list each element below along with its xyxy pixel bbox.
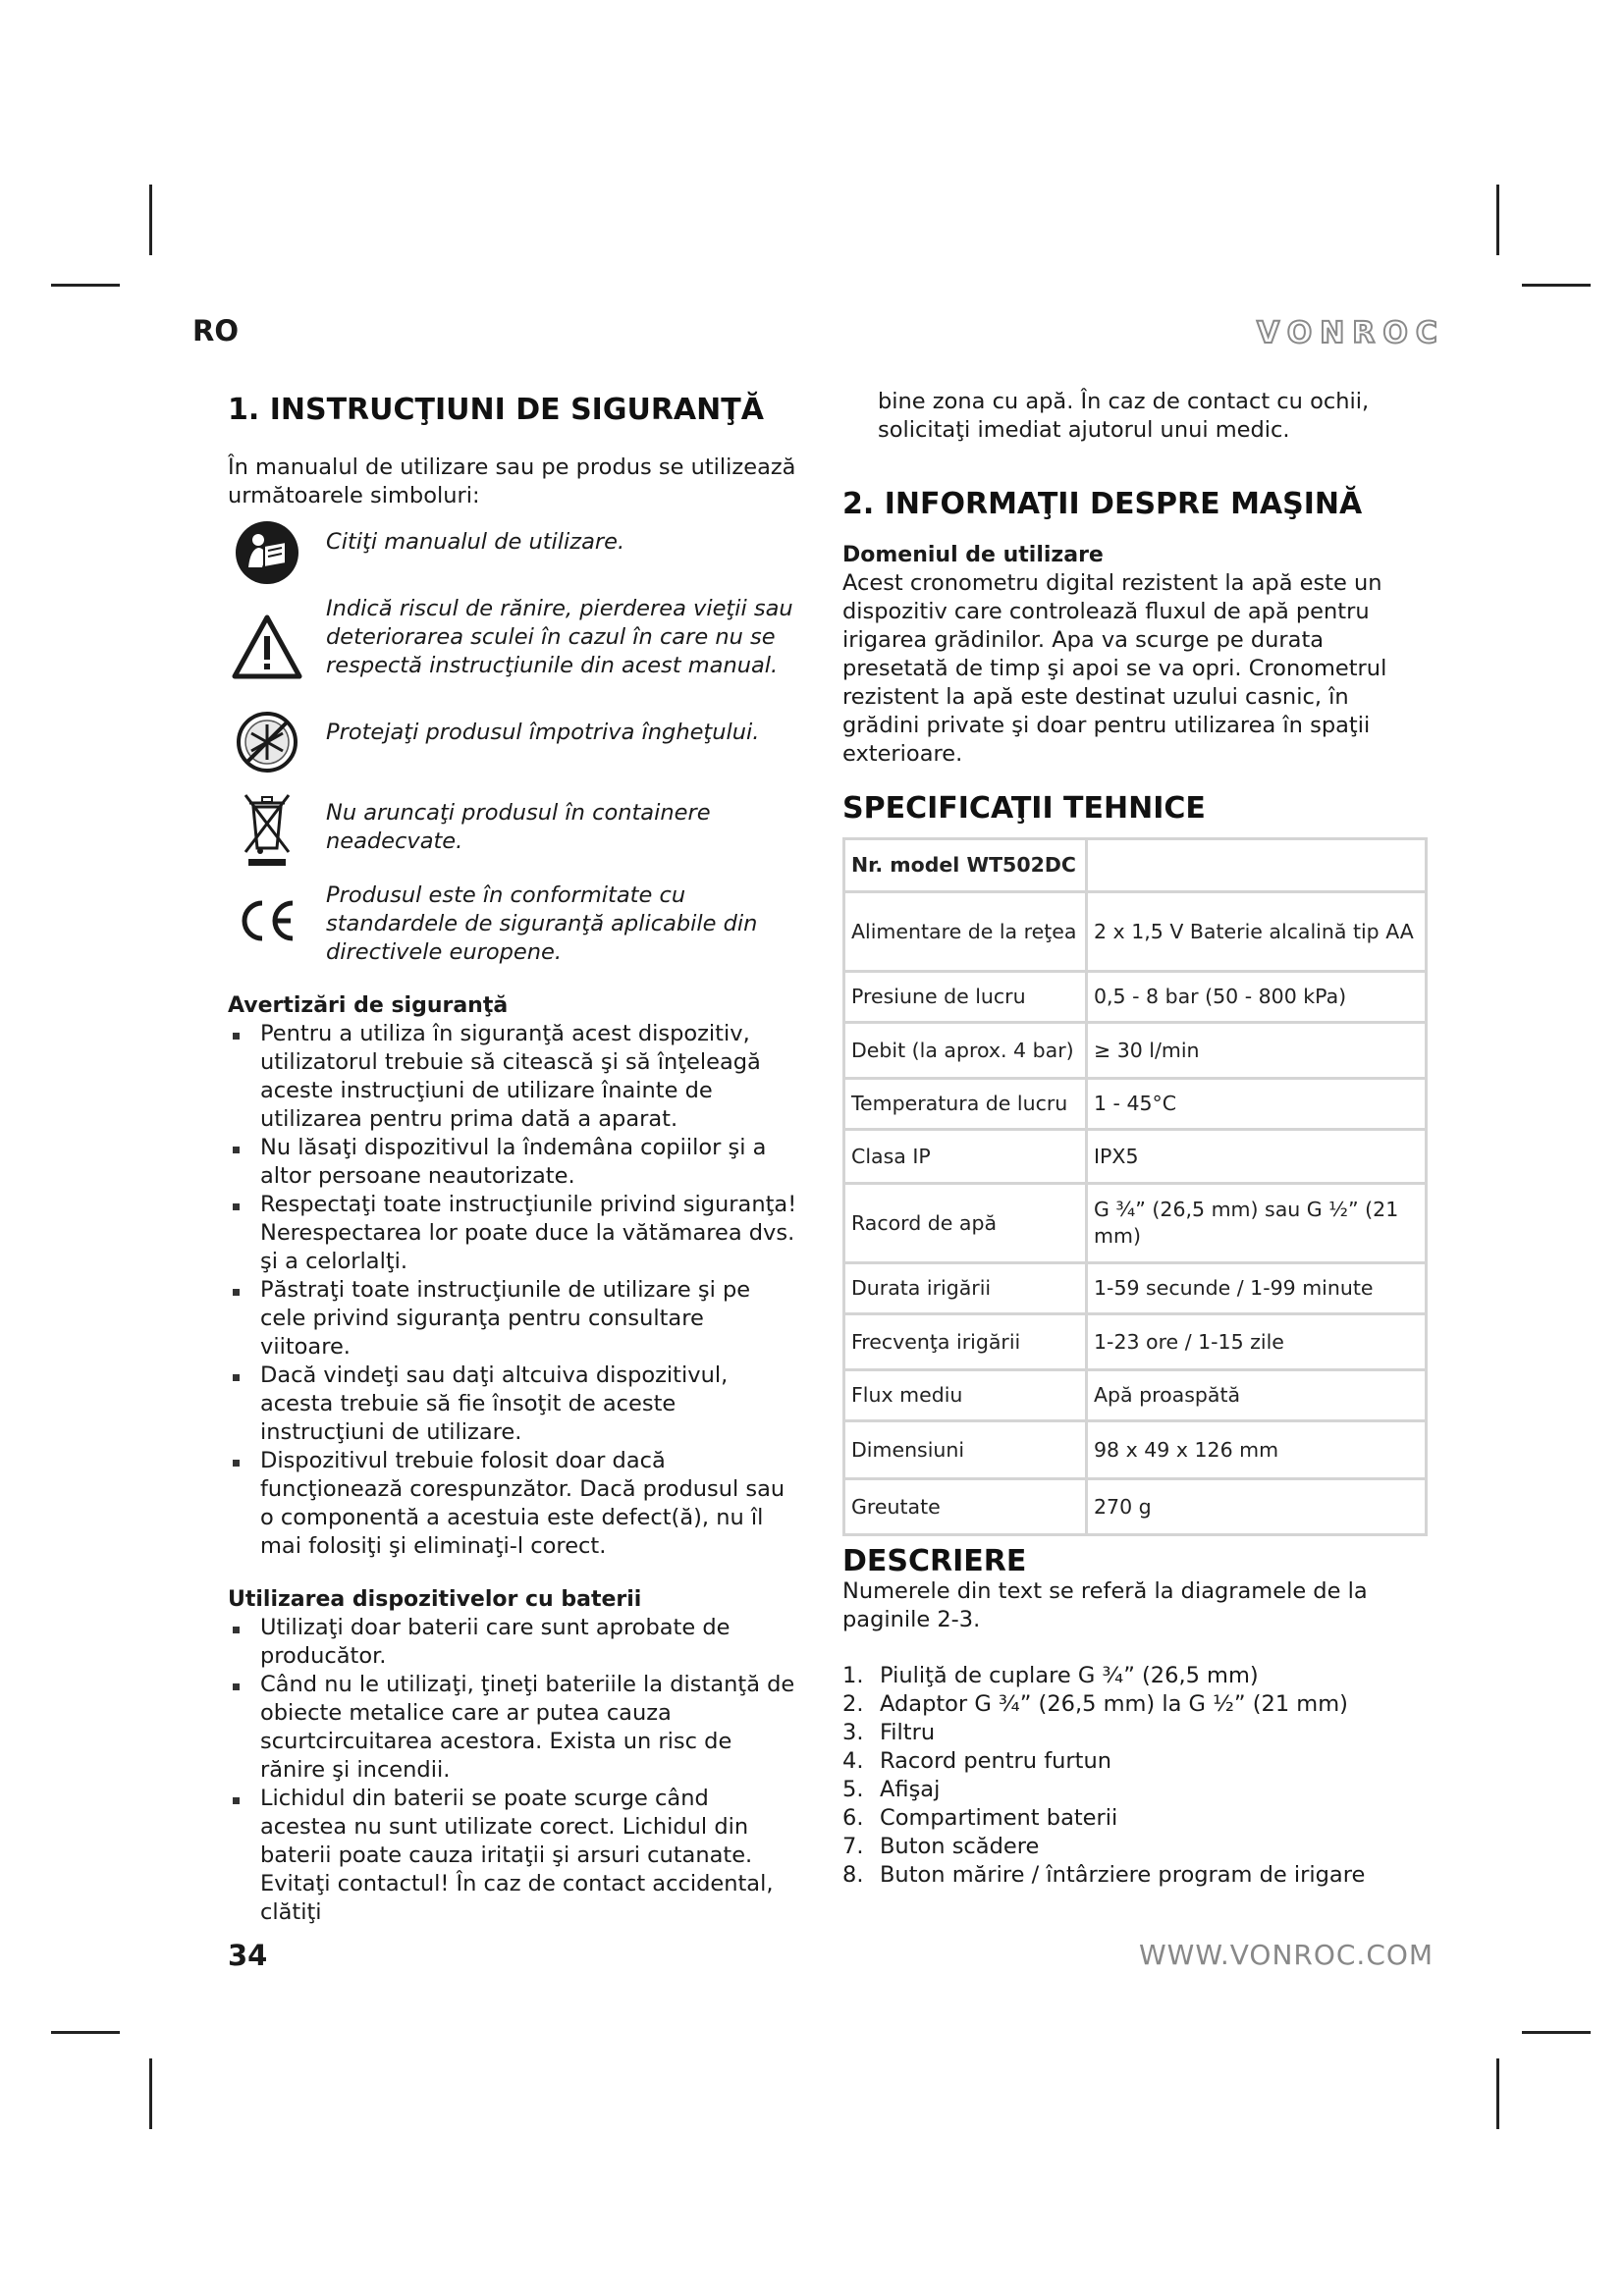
item-number: 4. xyxy=(842,1748,864,1774)
list-item xyxy=(842,1690,1432,1719)
spec-label: Durata irigării xyxy=(844,1263,1087,1314)
list-item: Păstraţi toate instrucţiunile de utilizare şi pe cele privind siguranţa pentru consultare viitoare. xyxy=(228,1276,797,1362)
intended-use-text: Acest cronometru digital rezistent la apă este un dispozitiv care controlează fluxul de apă pentru irigarea grădinilor. Apa va scurge pe durata presetată de timp şi apoi se va opri. Cronometrul rezistent la apă este destinat uzului casnic, în grădini private şi doar pentru utilizarea în spaţii exterioare. xyxy=(842,570,1387,767)
item-number: 2. xyxy=(842,1691,864,1717)
battery-use-title: Utilizarea dispozitivelor cu baterii xyxy=(228,1587,642,1612)
list-item xyxy=(842,1776,1432,1804)
crop-mark xyxy=(1522,2031,1591,2034)
table-row xyxy=(844,1370,1427,1421)
description-title: DESCRIERE xyxy=(842,1544,1027,1578)
symbol-row xyxy=(228,789,797,868)
left-column xyxy=(228,388,797,1927)
item-text: Afişaj xyxy=(880,1777,941,1802)
list-item: Respectaţi toate instrucţiunile privind siguranţa! Nerespectarea lor poate duce la vătămarea dvs. şi a celorlalţi. xyxy=(228,1191,797,1276)
crop-mark xyxy=(1522,284,1591,287)
list-item: Dacă vindeţi sau daţi altcuiva dispozitivul, acesta trebuie să fie însoţit de aceste instrucţiuni de utilizare. xyxy=(228,1362,797,1447)
ce-mark-icon xyxy=(228,897,306,944)
symbol-row xyxy=(228,881,797,970)
spec-value: IPX5 xyxy=(1087,1130,1427,1184)
crop-mark xyxy=(149,185,152,255)
list-item xyxy=(842,1662,1432,1690)
item-number: 7. xyxy=(842,1834,864,1859)
spec-label: Flux mediu xyxy=(844,1370,1087,1421)
spec-value: ≥ 30 l/min xyxy=(1087,1023,1427,1079)
item-text: Piuliţă de cuplare G ¾” (26,5 mm) xyxy=(880,1663,1259,1688)
language-code: RO xyxy=(192,314,239,347)
spec-value: 98 x 49 x 126 mm xyxy=(1087,1421,1427,1479)
symbol-text: Produsul este în conformitate cu standardele de siguranţă aplicabile din directivele europene. xyxy=(326,882,758,965)
list-item xyxy=(842,1861,1432,1890)
spec-label: Debit (la aprox. 4 bar) xyxy=(844,1023,1087,1079)
item-text: Adaptor G ¾” (26,5 mm) la G ½” (21 mm) xyxy=(880,1691,1348,1717)
safety-warnings-title: Avertizări de siguranţă xyxy=(228,993,509,1018)
spec-label: Dimensiuni xyxy=(844,1421,1087,1479)
list-item xyxy=(842,1719,1432,1747)
crop-mark xyxy=(51,2031,120,2034)
symbols-intro: În manualul de utilizare sau pe produs se utilizează următoarele simboluri: xyxy=(228,454,796,508)
symbols-list xyxy=(228,520,797,970)
table-row xyxy=(844,1263,1427,1314)
table-row xyxy=(844,1479,1427,1535)
right-column xyxy=(842,388,1432,1890)
spec-label: Presiune de lucru xyxy=(844,972,1087,1023)
list-item: Utilizaţi doar baterii care sunt aprobate de producător. xyxy=(228,1614,797,1671)
spec-value: 1-23 ore / 1-15 zile xyxy=(1087,1314,1427,1370)
crop-mark xyxy=(1496,2058,1499,2129)
battery-text-continued: bine zona cu apă. În caz de contact cu ochii, solicitaţi imediat ajutorul unui medic. xyxy=(878,389,1370,443)
battery-use-list xyxy=(228,1614,797,1927)
item-number: 6. xyxy=(842,1805,864,1831)
table-row xyxy=(844,1023,1427,1079)
crop-mark xyxy=(1496,185,1499,255)
section-title-safety: 1. INSTRUCŢIUNI DE SIGURANŢĂ xyxy=(228,393,764,427)
symbol-text: Citiţi manualul de utilizare. xyxy=(326,529,625,555)
item-text: Filtru xyxy=(880,1720,936,1745)
item-number: 8. xyxy=(842,1862,864,1888)
list-item: Nu lăsaţi dispozitivul la îndemâna copiilor şi a altor persoane neautorizate. xyxy=(228,1134,797,1191)
symbol-text: Protejaţi produsul împotriva îngheţului. xyxy=(326,720,760,745)
table-row xyxy=(844,1421,1427,1479)
website-url: WWW.VONROC.COM xyxy=(1139,1939,1435,1971)
read-manual-icon xyxy=(228,520,306,585)
brand-logo: VONROC xyxy=(1257,316,1445,350)
description-list xyxy=(842,1662,1432,1890)
spec-value: 1-59 secunde / 1-99 minute xyxy=(1087,1263,1427,1314)
list-item: Când nu le utilizaţi, ţineţi bateriile la distanţă de obiecte metalice care ar putea cauza scurtcircuitarea acestora. Exista un risc de rănire şi incendii. xyxy=(228,1671,797,1785)
list-item: Lichidul din baterii se poate scurge când acestea nu sunt utilizate corect. Lichidul din baterii poate cauza iritaţii şi arsuri cutanate. Evitaţi contactul! În caz de contact accidental, clătiţi xyxy=(228,1785,797,1927)
item-number: 1. xyxy=(842,1663,864,1688)
page-number: 34 xyxy=(228,1939,268,1972)
spec-label: Temperatura de lucru xyxy=(844,1079,1087,1130)
table-row xyxy=(844,1314,1427,1370)
item-text: Racord pentru furtun xyxy=(880,1748,1111,1774)
list-item xyxy=(842,1833,1432,1861)
spec-value: 1 - 45°C xyxy=(1087,1079,1427,1130)
symbol-row xyxy=(228,520,797,573)
symbol-row xyxy=(228,711,797,770)
description-intro: Numerele din text se referă la diagramele de la paginile 2-3. xyxy=(842,1578,1368,1632)
warning-triangle-icon xyxy=(228,614,306,679)
item-text: Buton mărire / întârziere program de irigare xyxy=(880,1862,1366,1888)
spec-label: Alimentare de la reţea xyxy=(844,892,1087,972)
spec-value: 2 x 1,5 V Baterie alcalină tip AA xyxy=(1087,892,1427,972)
intended-use-title: Domeniul de utilizare xyxy=(842,543,1104,567)
spec-title: SPECIFICAŢII TEHNICE xyxy=(842,791,1206,826)
wheelie-bin-crossed-icon xyxy=(228,789,306,868)
table-row xyxy=(844,1079,1427,1130)
frost-protection-icon xyxy=(228,711,306,774)
table-row xyxy=(844,839,1427,892)
spec-value: Apă proaspătă xyxy=(1087,1370,1427,1421)
crop-mark xyxy=(51,284,120,287)
list-item xyxy=(842,1747,1432,1776)
section-title-machine-info: 2. INFORMAŢII DESPRE MAŞINĂ xyxy=(842,487,1363,521)
table-row xyxy=(844,972,1427,1023)
spec-value: G ¾” (26,5 mm) sau G ½” (21 mm) xyxy=(1087,1184,1427,1263)
item-text: Buton scădere xyxy=(880,1834,1040,1859)
item-number: 5. xyxy=(842,1777,864,1802)
safety-warnings-list xyxy=(228,1020,797,1561)
spec-table xyxy=(842,837,1428,1536)
crop-mark xyxy=(149,2058,152,2129)
table-row xyxy=(844,1130,1427,1184)
symbol-text: Nu aruncaţi produsul în containere neadecvate. xyxy=(326,800,711,854)
spec-label: Nr. model WT502DC xyxy=(844,839,1087,892)
spec-value: 0,5 - 8 bar (50 - 800 kPa) xyxy=(1087,972,1427,1023)
spec-label: Greutate xyxy=(844,1479,1087,1535)
list-item: Dispozitivul trebuie folosit doar dacă funcţionează corespunzător. Dacă produsul sau o componentă a acestuia este defect(ă), nu îl mai folosiţi şi eliminaţi-l corect. xyxy=(228,1447,797,1561)
table-row xyxy=(844,1184,1427,1263)
spec-label: Frecvenţa irigării xyxy=(844,1314,1087,1370)
symbol-text: Indică riscul de rănire, pierderea vieţii sau deteriorarea sculei în cazul în care nu se respectă instrucţiunile din acest manual. xyxy=(326,596,793,678)
spec-label: Clasa IP xyxy=(844,1130,1087,1184)
spec-value: 270 g xyxy=(1087,1479,1427,1535)
item-text: Compartiment baterii xyxy=(880,1805,1118,1831)
list-item xyxy=(842,1804,1432,1833)
spec-value xyxy=(1087,839,1427,892)
table-row xyxy=(844,892,1427,972)
item-number: 3. xyxy=(842,1720,864,1745)
symbol-row xyxy=(228,595,797,685)
list-item: Pentru a utiliza în siguranţă acest dispozitiv, utilizatorul trebuie să citească şi să înţeleagă aceste instrucţiuni de utilizare înainte de utilizarea pentru prima dată a aparat. xyxy=(228,1020,797,1134)
spec-label: Racord de apă xyxy=(844,1184,1087,1263)
